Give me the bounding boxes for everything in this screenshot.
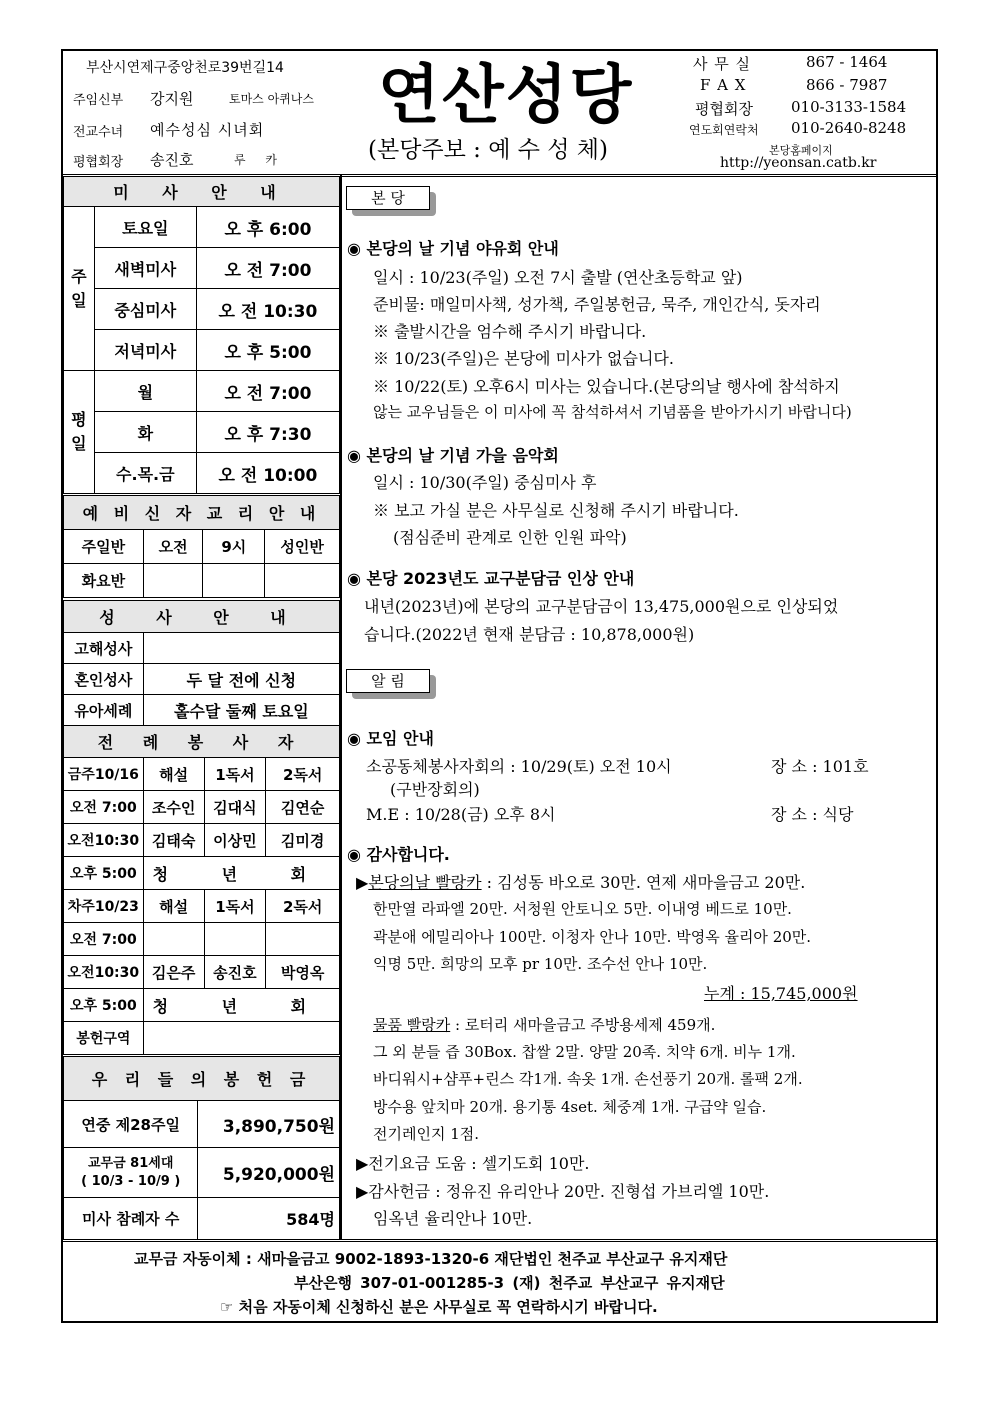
notice-badge (346, 669, 432, 693)
offering-value: 3,890,750원 (198, 1101, 340, 1148)
sacrament-name: 고해성사 (64, 633, 144, 664)
catechism-table (63, 495, 340, 598)
goods-line: 전기레인지 1점. (373, 1125, 480, 1143)
parish-section1-title: ◉ 본당의 날 기념 야유회 안내 (347, 239, 559, 258)
parish-section2-line: ※ 보고 가실 분은 사무실로 신청해 주시기 바랍니다. (373, 501, 739, 520)
sacrament-name: 혼인성사 (64, 664, 144, 695)
mass-table (63, 176, 340, 494)
server-cell: 차주10/23 (64, 890, 144, 923)
server-cell: 금주10/16 (64, 758, 144, 791)
servers-table (63, 725, 340, 1055)
catechism-cell (203, 564, 265, 598)
contact-value: 010-2640-8248 (791, 119, 907, 137)
homepage-link[interactable]: http://yeonsan.catb.kr (720, 155, 877, 171)
server-cell: 오전 7:00 (64, 791, 144, 824)
pastor-baptism: 토마스 아퀴나스 (229, 92, 314, 106)
server-cell: 청 년 회 (143, 989, 339, 1022)
goods-head-line (373, 1014, 715, 1035)
sacraments-table (63, 600, 340, 726)
contact-value: 867 - 1464 (806, 53, 888, 71)
parish-section1-line: 않는 교우님들은 이 미사에 꼭 참석하셔서 기념품을 받아가시기 바랍니다) (373, 403, 852, 421)
bulletin-subtitle: (본당주보 : 예 수 성 체) (368, 137, 608, 163)
footer-line1: 교무금 자동이체 : 새마을금고 9002-1893-1320-6 재단법인 천주교 부산교구 유지재단 (134, 1250, 728, 1268)
mass-name: 중심미사 (94, 289, 196, 330)
server-cell: 조수인 (143, 791, 204, 824)
catechism-cell (143, 564, 203, 598)
mass-time: 오 전 10:30 (196, 289, 339, 330)
offering-name: 교무금 81세대 (87, 1155, 174, 1171)
thanks-head: 본당의날 빨랑카 (368, 873, 482, 892)
parish-title: 연산성당 (378, 59, 634, 133)
meeting-place: 장 소 : 식당 (771, 805, 854, 824)
mass-time: 오 후 5:00 (196, 330, 339, 371)
contact-label: 연도회연락처 (689, 123, 759, 137)
contact-value: 010-3133-1584 (791, 98, 907, 116)
meeting-place: 장 소 : 101호 (771, 757, 869, 776)
server-cell: 해설 (143, 890, 204, 923)
electric-line: ▶전기요금 도움 : 셀기도회 10만. (356, 1154, 590, 1173)
parish-section1-line: 일시 : 10/23(주일) 오전 7시 출발 (연산초등학교 앞) (373, 268, 743, 287)
thanks-head-rest: : 김성동 바오로 30만. 연제 새마을금고 20만. (481, 873, 806, 892)
parish-section2-title: ◉ 본당의 날 기념 가을 음악회 (347, 446, 559, 465)
goods-head-rest: : 로터리 새마을금고 주방용세제 459개. (450, 1016, 716, 1034)
footer-line2: 부산은행 307-01-001285-3 (재) 천주교 부산교구 유지재단 (294, 1274, 725, 1292)
server-cell: 청 년 회 (143, 857, 339, 890)
parish-section3-title: ◉ 본당 2023년도 교구분담금 인상 안내 (347, 569, 635, 588)
server-cell: 송진호 (204, 956, 266, 989)
goods-head: 물품 빨랑카 (373, 1016, 451, 1034)
mass-name: 화 (94, 412, 196, 453)
parish-section3-line: 습니다.(2022년 현재 분담금 : 10,878,000원) (364, 625, 695, 644)
council-name: 송진호 (150, 151, 194, 169)
parish-section1-line: ※ 출발시간을 엄수해 주시기 바랍니다. (373, 322, 647, 341)
council-baptism: 루 카 (234, 153, 277, 167)
server-cell: 이상민 (204, 824, 266, 857)
offering-period: ( 10/3 - 10/9 ) (81, 1173, 181, 1189)
mass-name: 월 (94, 371, 196, 412)
mass-name: 수.목.금 (94, 453, 196, 494)
thanks-head-line: ▶본당의날 빨랑카 : 김성동 바오로 30만. 연제 새마을금고 20만. (356, 873, 806, 892)
server-cell: 1독서 (204, 758, 266, 791)
server-cell: 2독서 (266, 890, 340, 923)
parish-section1-line: ※ 10/23(주일)은 본당에 미사가 없습니다. (373, 349, 674, 368)
server-cell: 오후 5:00 (64, 989, 144, 1022)
meeting-line: 소공동체봉사자회의 : 10/29(토) 오전 10시 (366, 757, 672, 776)
server-cell: 오후 5:00 (64, 857, 144, 890)
sacrament-name: 유아세례 (64, 695, 144, 726)
meeting-line: M.E : 10/28(금) 오후 8시 (366, 805, 556, 824)
server-cell (143, 1022, 339, 1055)
servers-title: 전 례 봉 사 자 (64, 726, 340, 758)
pastor-name: 강지원 (150, 90, 194, 108)
mass-name: 새벽미사 (94, 248, 196, 289)
offering-name: 연중 제28주일 (64, 1101, 198, 1148)
contact-value: 866 - 7987 (806, 76, 888, 94)
offering-value: 584명 (198, 1198, 340, 1240)
server-cell: 해설 (143, 758, 204, 791)
offering-name-cell (64, 1148, 198, 1198)
server-cell: 김은주 (143, 956, 204, 989)
thanks-line: 한만열 라파엘 20만. 서청원 안토니오 5만. 이내영 베드로 10만. (373, 900, 792, 918)
goods-line: 그 외 분들 즙 30Box. 찹쌀 2말. 양말 20족. 치약 6개. 비누 1개. (373, 1043, 796, 1061)
server-cell: 박영옥 (266, 956, 340, 989)
catechism-cell: 9시 (203, 530, 265, 564)
server-cell: 김대식 (204, 791, 266, 824)
parish-section2-line: (점심준비 관계로 인한 인원 파악) (393, 528, 627, 547)
offering-value: 5,920,000원 (198, 1148, 340, 1198)
parish-badge (346, 186, 432, 210)
mass-time: 오 전 7:00 (196, 371, 339, 412)
server-cell: 봉헌구역 (64, 1022, 144, 1055)
catechism-cell: 오전 (143, 530, 203, 564)
column-divider (340, 175, 342, 1239)
mass-time: 오 전 10:00 (196, 453, 339, 494)
sister-label: 전교수녀 (73, 125, 124, 140)
meeting-line-sub: (구반장회의) (390, 780, 480, 799)
sister-name: 예수성심 시녀회 (150, 121, 265, 139)
donation-line2: 임옥년 율리안나 10만. (373, 1209, 533, 1228)
server-cell (204, 923, 266, 956)
notice-badge-label: 알 림 (346, 669, 430, 693)
parish-section1-line: 준비물: 매일미사책, 성가책, 주일봉헌금, 묵주, 개인간식, 돗자리 (373, 295, 821, 314)
pastor-label: 주임신부 (73, 93, 124, 108)
server-cell: 오전10:30 (64, 824, 144, 857)
catechism-cell: 화요반 (64, 564, 144, 598)
catechism-cell: 주일반 (64, 530, 144, 564)
parish-section3-line: 내년(2023년)에 본당의 교구분담금이 13,475,000원으로 인상되었 (364, 597, 839, 616)
sacrament-value: 두 달 전에 신청 (143, 664, 339, 695)
council-label: 평협회장 (73, 155, 124, 170)
server-cell: 김태숙 (143, 824, 204, 857)
thanks-line: 곽분애 에밀리아나 100만. 이청자 안나 10만. 박영옥 율리아 20만. (373, 928, 812, 946)
weekday-label: 평일 (64, 371, 95, 494)
parish-section1-line: ※ 10/22(토) 오후6시 미사는 있습니다.(본당의날 행사에 참석하지 (373, 377, 840, 396)
mass-time: 오 후 6:00 (196, 207, 339, 248)
mass-name: 저녁미사 (94, 330, 196, 371)
meeting-title: ◉ 모임 안내 (347, 729, 434, 748)
footer-line3: ☞ 처음 자동이체 신청하신 분은 사무실로 꼭 연락하시기 바랍니다. (220, 1298, 658, 1316)
contact-label: 사 무 실 (693, 55, 752, 73)
catechism-cell (265, 564, 340, 598)
catechism-cell: 성인반 (265, 530, 340, 564)
server-cell: 2독서 (266, 758, 340, 791)
contact-label: 평협회장 (695, 100, 753, 118)
server-cell: 오전 7:00 (64, 923, 144, 956)
server-cell (266, 923, 340, 956)
mass-name: 토요일 (94, 207, 196, 248)
sunday-label: 주일 (64, 207, 95, 371)
sacrament-value: 홀수달 둘째 토요일 (143, 695, 339, 726)
thanks-line: 익명 5만. 희망의 모후 pr 10만. 조수선 안나 10만. (373, 955, 708, 973)
sacrament-value (143, 633, 339, 664)
server-cell: 오전10:30 (64, 956, 144, 989)
parish-badge-label: 본 당 (346, 186, 430, 210)
parish-section2-line: 일시 : 10/30(주일) 중심미사 후 (373, 473, 597, 492)
goods-line: 바디워시+샴푸+린스 각1개. 속옷 1개. 손선풍기 20개. 롤팩 2개. (373, 1070, 803, 1088)
offering-table (63, 1056, 340, 1240)
server-cell: 김미경 (266, 824, 340, 857)
contact-label: F A X (700, 76, 747, 94)
homepage-label: 본당홈페이지 (769, 144, 833, 157)
mass-time: 오 후 7:30 (196, 412, 339, 453)
address: 부산시연제구중앙천로39번길14 (86, 60, 284, 76)
goods-line: 방수용 앞치마 20개. 용기통 4set. 체중계 1개. 구급약 일습. (373, 1098, 767, 1116)
footer-divider (61, 1239, 938, 1242)
offering-name: 미사 참례자 수 (64, 1198, 198, 1240)
offering-title: 우 리 들 의 봉 헌 금 (64, 1057, 340, 1101)
catechism-title: 예 비 신 자 교 리 안 내 (64, 496, 340, 530)
server-cell (143, 923, 204, 956)
server-cell: 김연순 (266, 791, 340, 824)
mass-title: 미 사 안 내 (64, 177, 340, 207)
thanks-total: 누계 : 15,745,000원 (704, 984, 858, 1003)
thanks-title: ◉ 감사합니다. (347, 845, 450, 864)
donation-line: ▶감사헌금 : 정유진 유리안나 20만. 진형섭 가브리엘 10만. (356, 1182, 770, 1201)
sacraments-title: 성 사 안 내 (64, 601, 340, 633)
server-cell: 1독서 (204, 890, 266, 923)
mass-time: 오 전 7:00 (196, 248, 339, 289)
